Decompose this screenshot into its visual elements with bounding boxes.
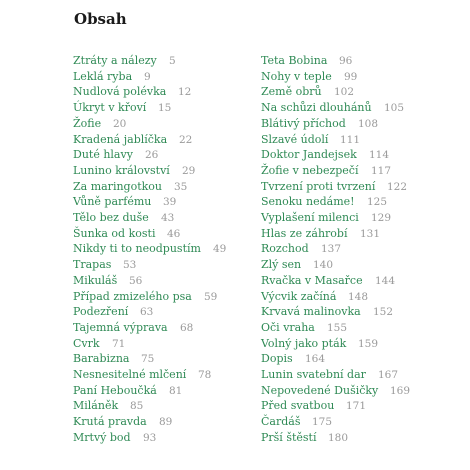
toc-entry-page-number: 180: [328, 431, 349, 444]
toc-entry-page-number: 29: [182, 164, 196, 177]
toc-entry-page-number: 43: [161, 212, 175, 224]
toc-entry: [261, 163, 392, 178]
toc-entry-page-number: 85: [130, 400, 144, 413]
toc-entry-title: Oči vraha: [261, 320, 315, 334]
toc-entry-page-number: 75: [141, 353, 155, 366]
toc-entry-page-number: 152: [373, 306, 394, 319]
toc-entry: [261, 85, 355, 99]
toc-entry-title: Slzavé údolí: [261, 132, 329, 146]
toc-entry-title: Krvavá malinovka: [261, 305, 361, 319]
toc-entry-page-number: 164: [305, 353, 326, 366]
toc-entry: [261, 415, 333, 429]
toc-entry-page-number: 167: [378, 369, 399, 381]
toc-entry-title: Duté hlavy: [73, 148, 133, 162]
toc-entry-title: Leklá ryba: [73, 69, 133, 83]
toc-entry-title: Senoku nedáme!: [261, 195, 355, 209]
toc-entry: [261, 399, 367, 413]
toc-entry-page-number: 89: [159, 416, 173, 429]
toc-entry-page-number: 53: [123, 259, 137, 272]
toc-entry-title: Trapas: [73, 258, 112, 272]
toc-entry: [73, 430, 157, 445]
toc-entry: [261, 258, 334, 272]
toc-entry: [73, 258, 137, 272]
toc-entry: [73, 179, 188, 194]
toc-entry-page-number: 114: [369, 149, 390, 162]
toc-entry-page-number: 12: [178, 86, 192, 99]
toc-entry-title: Rvačka v Masařce: [261, 273, 363, 287]
toc-entry-title: Výcvik začíná: [261, 289, 337, 303]
toc-entry-page-number: 15: [158, 102, 172, 115]
toc-entry-title: Mrtvý bod: [73, 430, 131, 444]
toc-entry-page-number: 59: [204, 290, 218, 303]
toc-entry-page-number: 22: [179, 133, 193, 146]
toc-entry: [73, 226, 181, 241]
toc-entry: [261, 211, 392, 225]
toc-entry-page-number: 144: [375, 274, 396, 287]
toc-entry-page-number: 105: [384, 102, 405, 115]
toc-entry-title: Země obrů: [261, 85, 322, 99]
toc-entry-title: Lunino království: [73, 163, 170, 177]
toc-entry: [261, 273, 396, 288]
toc-entry-title: Rozchod: [261, 242, 309, 256]
toc-entry: [73, 320, 194, 335]
toc-entry: [261, 289, 369, 304]
toc-entry-page-number: 102: [334, 86, 355, 99]
toc-entry-page-number: 171: [346, 400, 367, 413]
toc-entry-page-number: 140: [313, 259, 334, 272]
toc-entry: [261, 101, 405, 115]
toc-entry-title: Nikdy ti to neodpustím: [73, 242, 201, 256]
toc-entry-title: Vyplašení milenci: [261, 211, 359, 224]
toc-entry: [261, 320, 348, 335]
toc-entry-title: Žofie v nebezpečí: [261, 163, 359, 177]
toc-entry-page-number: 56: [129, 274, 143, 287]
toc-entry-page-number: 81: [169, 384, 183, 397]
toc-entry-page-number: 155: [327, 321, 348, 334]
toc-entry-title: Teta Bobina: [261, 54, 328, 67]
toc-entry-page-number: 39: [163, 196, 177, 209]
toc-entry-title: Tvrzení proti tvrzení: [261, 179, 376, 193]
toc-entry-title: Doktor Jandejsek: [261, 148, 357, 162]
toc-entry-page-number: 137: [321, 243, 342, 256]
toc-entry-page-number: 131: [360, 227, 381, 240]
toc-entry-page-number: 122: [387, 180, 408, 193]
toc-entry-page-number: 20: [113, 117, 127, 130]
toc-entry-title: Na schůzi dlouhánů: [261, 101, 372, 115]
toc-entry: [73, 132, 193, 147]
toc-entry-title: Krutá pravda: [73, 415, 147, 429]
toc-entry-page-number: 68: [180, 321, 194, 334]
toc-entry-title: Paní Heboučká: [73, 383, 157, 397]
toc-entry-page-number: 5: [169, 55, 176, 67]
toc-entry: [73, 54, 176, 68]
toc-entry-title: Hlas ze záhrobí: [261, 226, 348, 240]
toc-entry: [261, 54, 353, 68]
toc-entry-page-number: 108: [358, 117, 379, 130]
toc-entry-title: Úkryt v křoví: [73, 101, 147, 115]
toc-entry-title: Volný jako pták: [261, 336, 347, 350]
toc-entry: [73, 383, 183, 398]
toc-entry: [261, 226, 381, 241]
toc-entry: [73, 305, 154, 319]
toc-entry-title: Zlý sen: [261, 258, 302, 272]
toc-entry: [73, 289, 218, 304]
toc-entry: [73, 399, 144, 413]
toc-entry: [261, 148, 390, 162]
toc-entry: [261, 132, 361, 147]
toc-entry-page-number: 63: [140, 306, 154, 319]
toc-entry-page-number: 148: [348, 290, 369, 303]
toc-entry: [73, 101, 172, 115]
toc-entry: [73, 69, 151, 84]
toc-entry: [73, 163, 196, 178]
toc-entry: [73, 415, 173, 429]
toc-entry-title: Šunka od kosti: [73, 226, 156, 240]
toc-entry-title: Lunin svatební dar: [261, 368, 366, 381]
toc-entry-title: Nohy v teple: [261, 69, 332, 83]
toc-entry-page-number: 169: [390, 384, 411, 397]
toc-entry-title: Tajemná výprava: [73, 320, 168, 334]
toc-entry: [261, 69, 358, 84]
toc-entry: [73, 352, 155, 366]
toc-entry-page-number: 99: [344, 70, 358, 83]
toc-entry: [73, 195, 177, 209]
toc-entry: [73, 85, 192, 99]
toc-entry: [261, 336, 379, 351]
toc-entry-page-number: 93: [143, 431, 157, 444]
page-title: Obsah: [74, 10, 127, 28]
toc-entry: [261, 383, 411, 398]
toc-entry-title: Dopis: [261, 352, 293, 366]
toc-entry-page-number: 175: [312, 416, 333, 429]
toc-entry-title: Nesnesitelné mlčení: [73, 368, 187, 381]
toc-entry-page-number: 117: [371, 164, 392, 177]
toc-entry-title: Kradená jablíčka: [73, 132, 168, 146]
toc-entry-title: Prší štěstí: [261, 430, 317, 444]
toc-entry-page-number: 111: [340, 133, 361, 146]
toc-entry-title: Miláněk: [73, 399, 119, 413]
toc-entry: [73, 368, 212, 382]
toc-entry-page-number: 78: [198, 369, 212, 381]
toc-entry-page-number: 26: [145, 149, 159, 162]
toc-entry-title: Barabizna: [73, 352, 130, 366]
toc-entry-page-number: 9: [144, 70, 151, 83]
toc-entry-title: Mikuláš: [73, 273, 118, 287]
toc-entry: [73, 148, 159, 162]
toc-entry-page-number: 49: [213, 243, 227, 256]
toc-entry-page-number: 125: [367, 196, 388, 209]
toc-entry-page-number: 46: [167, 227, 181, 240]
toc-entry-page-number: 159: [358, 337, 379, 350]
toc-entry-title: Blátivý příchod: [261, 116, 346, 130]
toc-entry: [261, 430, 349, 445]
toc-entry: [73, 273, 143, 288]
toc-entry: [261, 179, 408, 194]
toc-entry-title: Před svatbou: [261, 399, 335, 413]
toc-entry-page-number: 96: [339, 55, 353, 67]
toc-entry-title: Cvrk: [73, 336, 100, 350]
toc-entry: [261, 195, 388, 209]
toc-entry-title: Vůně parfému: [73, 195, 152, 209]
toc-entry: [261, 116, 379, 131]
toc-entry-title: Tělo bez duše: [73, 211, 149, 224]
toc-entry-title: Nudlová polévka: [73, 85, 167, 99]
toc-entry: [73, 242, 227, 256]
toc-entry-title: Za maringotkou: [73, 179, 163, 193]
toc-entry: [261, 242, 342, 256]
toc-entry-title: Čardáš: [261, 415, 301, 429]
toc-entry-page-number: 35: [174, 180, 188, 193]
toc-entry: [261, 305, 394, 319]
toc-entry-title: Případ zmizelého psa: [73, 289, 192, 303]
toc-entry-title: Podezření: [73, 305, 129, 319]
toc-entry-page-number: 71: [112, 337, 126, 350]
toc-entry-title: Žofie: [73, 116, 102, 130]
toc-entry-title: Nepovedené Dušičky: [261, 383, 379, 397]
toc-entry-page-number: 129: [371, 212, 392, 224]
toc-entry: [261, 352, 326, 366]
toc-entry: [73, 211, 175, 225]
toc-entry: [73, 336, 126, 351]
toc-entry-title: Ztráty a nálezy: [73, 54, 157, 67]
toc-entry: [261, 368, 399, 382]
toc-entry: [73, 116, 127, 131]
